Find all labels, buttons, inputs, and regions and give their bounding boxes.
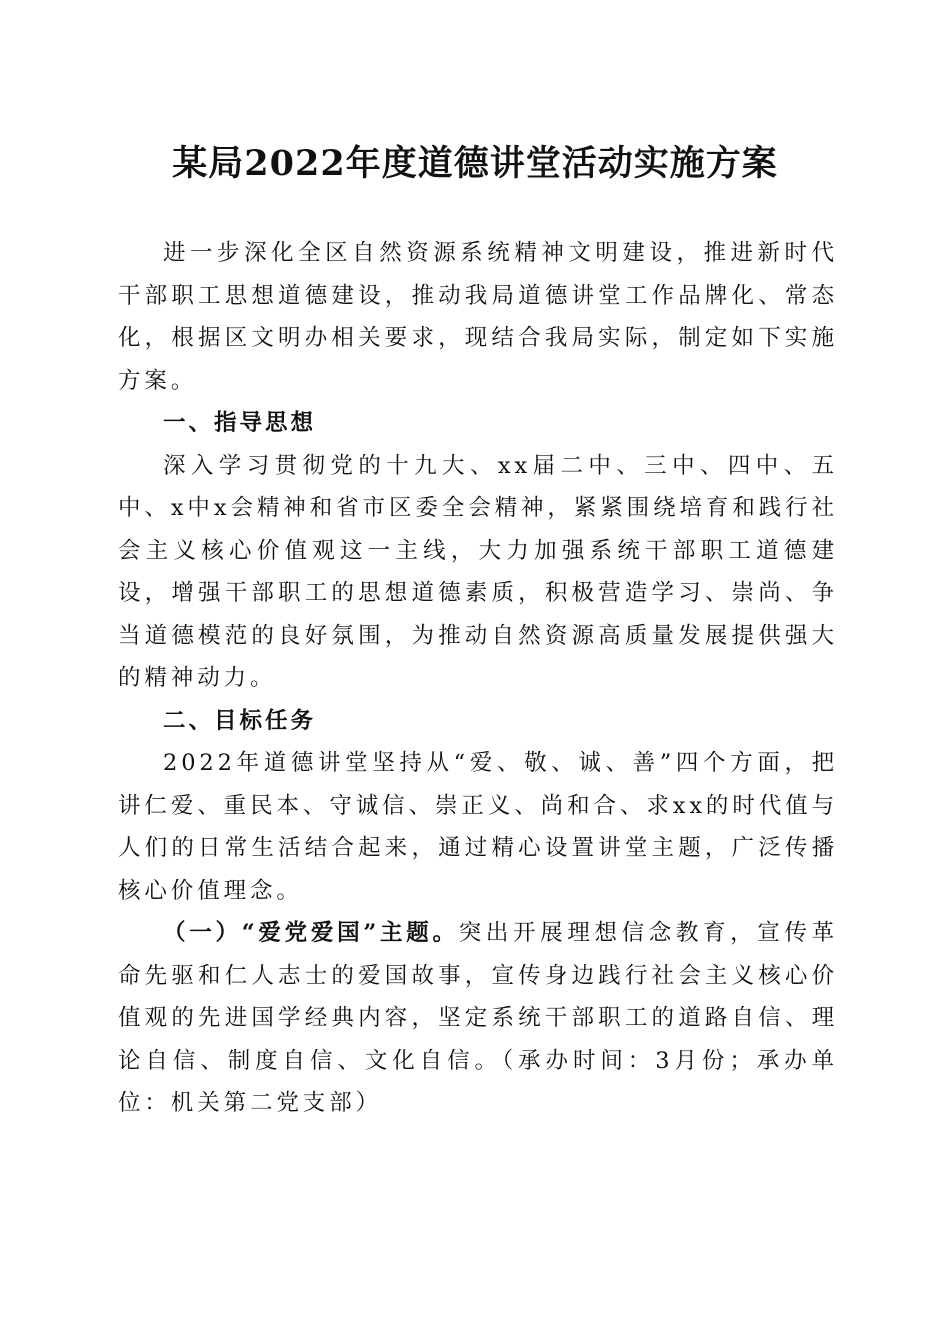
theme-item-lead: （一）“爱党爱国”主题。 [163, 920, 459, 946]
theme-item-text: 突出开展理想信念教育，宣传革命先驱和仁人志士的爱国故事，宣传身边践行社会主义核心价值观的先进国学经典内容，坚定系统干部职工的道路自信、理论自信、制度自信、文化自信。（承办时间：3月份；承办单位：机关第二党支部） [118, 920, 838, 1116]
section-heading-goals-tasks: 二、目标任务 [163, 707, 317, 734]
intro-paragraph: 进一步深化全区自然资源系统精神文明建设，推进新时代干部职工思想道德建设，推动我局道德讲堂工作品牌化、常态化，根据区文明办相关要求，现结合我局实际，制定如下实施方案。 [118, 240, 838, 394]
document-body [118, 232, 838, 1125]
theme-item-paragraph [118, 912, 838, 1125]
goals-tasks-paragraph: 2022年道德讲堂坚持从“爱、敬、诚、善”四个方面，把讲仁爱、重民本、守诚信、崇正义、尚和合、求xx的时代值与人们的日常生活结合起来，通过精心设置讲堂主题，广泛传播核心价值理念。 [118, 750, 838, 904]
section-heading-guiding-ideology: 一、指导思想 [163, 410, 317, 436]
guiding-ideology-paragraph: 深入学习贯彻党的十九大、xx届二中、三中、四中、五中、x中x会精神和省市区委全会精神，紧紧围绕培育和践行社会主义核心价值观这一主线，大力加强系统干部职工道德建设，增强干部职工的思想道德素质，积极营造学习、崇尚、争当道德模范的良好氛围，为推动自然资源高质量发展提供强大的精神动力。 [118, 452, 838, 691]
document-title: 某局2022年度道德讲堂活动实施方案 [172, 143, 778, 184]
